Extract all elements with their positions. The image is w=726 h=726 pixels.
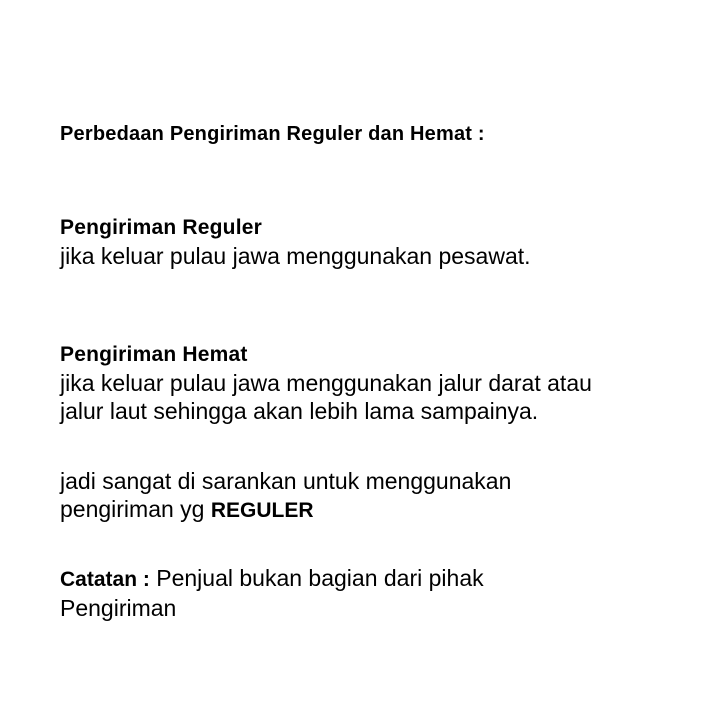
hemat-description-line1: jika keluar pulau jawa menggunakan jalur darat atau [60,370,592,396]
recommendation-line2 [60,495,700,525]
recommendation-section [60,467,700,525]
note-line1 [60,564,700,594]
reguler-heading: Pengiriman Reguler [60,216,262,239]
page-title: Perbedaan Pengiriman Reguler dan Hemat : [60,123,485,145]
recommendation-emphasis: REGULER [210,499,314,522]
note-text: Penjual bukan bagian dari pihak [149,565,484,591]
hemat-heading: Pengiriman Hemat [60,343,248,366]
hemat-section [60,341,700,425]
reguler-description: jika keluar pulau jawa menggunakan pesawat. [60,243,531,269]
note-label: Catatan : [60,568,150,591]
note-section [60,564,700,622]
note-line2: Pengiriman [60,595,177,621]
recommendation-prefix: pengiriman yg [60,496,211,522]
reguler-section [60,214,700,270]
recommendation-line1: jadi sangat di sarankan untuk menggunakan [60,468,512,494]
hemat-description-line2: jalur laut sehingga akan lebih lama sampainya. [60,398,539,424]
